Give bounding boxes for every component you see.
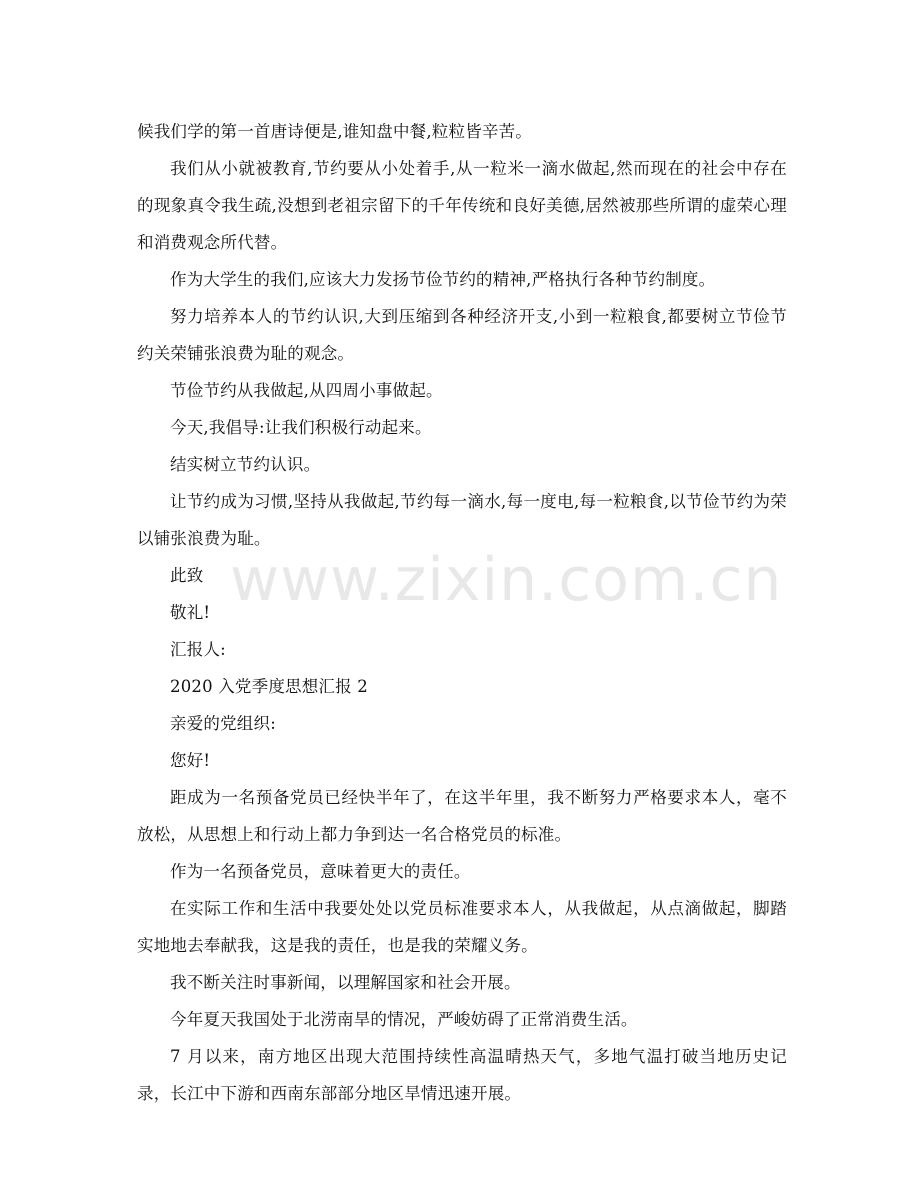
greeting: 您好! — [170, 751, 211, 770]
paragraph: 努力培养本人的节约认识,大到压缩到各种经济开支,小到一粒粮食,都要树立节俭节约关荣铺张浪费为耻的观念。 — [137, 307, 787, 363]
paragraph: 今年夏天我国处于北涝南旱的情况，严峻妨碍了正常消费生活。 — [170, 1010, 638, 1029]
paragraph: 候我们学的第一首唐诗便是,谁知盘中餐,粒粒皆辛苦。 — [137, 122, 532, 141]
paragraph: 作为大学生的我们,应该大力发扬节俭节约的精神,严格执行各种节约制度。 — [170, 270, 716, 289]
paragraph: 在实际工作和生活中我要处处以党员标准要求本人，从我做起，从点滴做起，脚踏实地地去奉献我，这是我的责任，也是我的荣耀义务。 — [137, 899, 787, 955]
document-body — [137, 113, 787, 1112]
paragraph: 作为一名预备党员，意味着更大的责任。 — [170, 862, 471, 881]
section-title: 2020 入党季度思想汇报 2 — [170, 677, 368, 696]
closing-salutation: 此致 — [170, 566, 204, 585]
paragraph: 7 月以来，南方地区出现大范围持续性高温晴热天气，多地气温打破当地历史记录，长江中下游和西南东部部分地区旱情迅速开展。 — [137, 1047, 787, 1103]
reporter-label: 汇报人: — [170, 640, 226, 659]
watermark: www.zixin.com.cn — [230, 545, 783, 615]
closing-regards: 敬礼! — [170, 603, 211, 622]
greeting-addressee: 亲爱的党组织: — [170, 714, 276, 733]
paragraph: 我不断关注时事新闻，以理解国家和社会开展。 — [170, 973, 521, 992]
paragraph: 今天,我倡导:让我们积极行动起来。 — [170, 418, 432, 437]
paragraph: 我们从小就被教育,节约要从小处着手,从一粒米一滴水做起,然而现在的社会中存在的现象真令我生疏,没想到老祖宗留下的千年传统和良好美德,居然被那些所谓的虚荣心理和消费观念所代替。 — [137, 159, 787, 252]
paragraph: 让节约成为习惯,坚持从我做起,节约每一滴水,每一度电,每一粒粮食,以节俭节约为荣以铺张浪费为耻。 — [137, 492, 787, 548]
paragraph: 结实树立节约认识。 — [170, 455, 321, 474]
paragraph: 距成为一名预备党员已经快半年了，在这半年里，我不断努力严格要求本人，毫不放松，从思想上和行动上都力争到达一名合格党员的标准。 — [137, 788, 787, 844]
paragraph: 节俭节约从我做起,从四周小事做起。 — [170, 381, 443, 400]
